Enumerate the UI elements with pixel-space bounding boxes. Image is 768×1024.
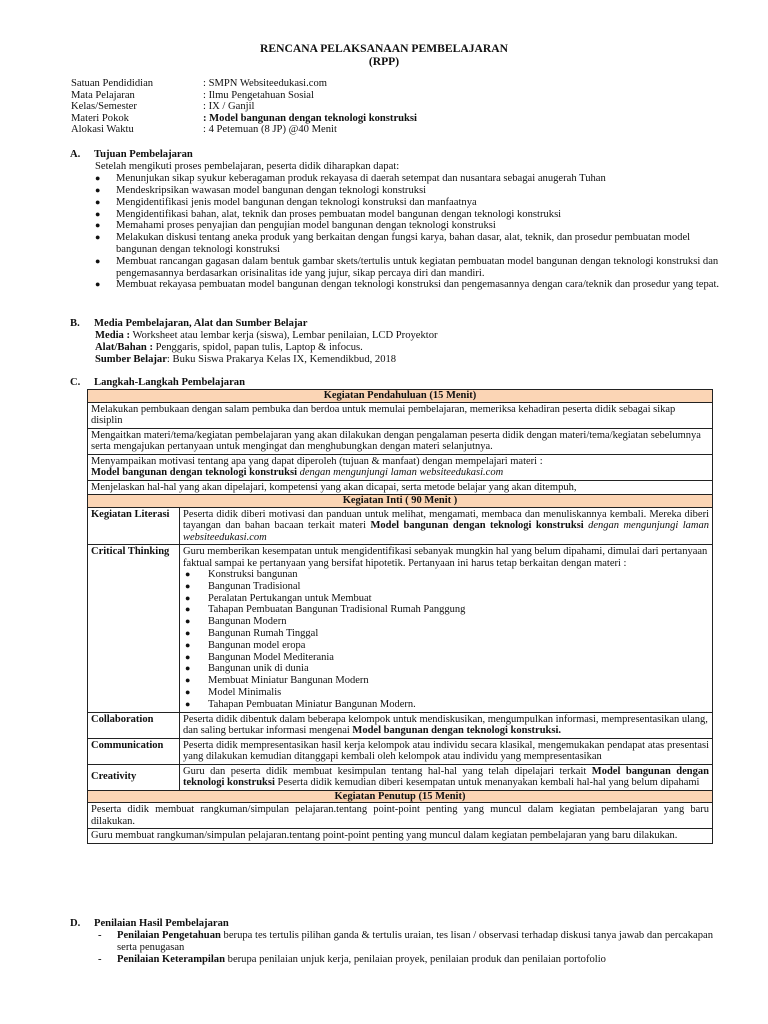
section-number: A. bbox=[70, 149, 81, 160]
row-label: Communication bbox=[88, 738, 180, 764]
identity-value: : SMPN Websiteedukasi.com bbox=[203, 78, 328, 89]
list-item-text: Peralatan Pertukangan untuk Membuat bbox=[208, 592, 372, 604]
identity-value: : IX / Ganjil bbox=[203, 101, 255, 112]
list-item bbox=[185, 616, 709, 628]
section-heading bbox=[70, 918, 720, 930]
list-item-text: Membuat rancangan gagasan dalam bentuk gambar skets/tertulis untuk kegiatan pembuatan model bangunan dengan teknologi konstruksi dan pengemasannya berdasarkan orisinalitas ide yang jujur, sikap percaya diri dan mandiri. bbox=[116, 255, 719, 279]
topic-list bbox=[185, 569, 709, 711]
list-item bbox=[185, 652, 709, 664]
table-row bbox=[88, 495, 713, 508]
list-item-text: Menunjukan sikap syukur keberagaman produk rekayasa di daerah setempat dan nusantara sebagai anugerah Tuhan bbox=[116, 173, 606, 185]
alat-value: Penggaris, spidol, papan tulis, Laptop & infocus. bbox=[152, 341, 363, 353]
table-row bbox=[88, 790, 713, 803]
sumber-label: Sumber Belajar bbox=[95, 353, 167, 365]
section-number: B. bbox=[70, 318, 80, 329]
table-cell: Peserta didik membuat rangkuman/simpulan pelajaran.tentang point-point penting yang muncul dalam kegiatan pembelajaran yang baru dilakukan. bbox=[88, 803, 713, 829]
identity-row bbox=[71, 124, 731, 136]
media-line bbox=[95, 330, 720, 342]
bullet-icon: ● bbox=[185, 616, 191, 627]
table-row bbox=[88, 712, 713, 738]
list-item-text: Memahami proses penyajian dan pengujian model bangunan dengan teknologi konstruksi bbox=[116, 220, 496, 232]
cell-text: Guru memberikan kesempatan untuk mengidentifikasi sebanyak mungkin hal yang belum dipahami, dimulai dari pertanyaan faktual sampai ke pertanyaan yang bersifat hipotetik. Pertanyaan ini harus tetap berkaitan dengan materi : bbox=[183, 546, 708, 569]
section-title: Langkah-Langkah Pembelajaran bbox=[94, 377, 245, 388]
list-item-text: Membuat rekayasa pembuatan model bangunan dengan teknologi konstruksi dan pengemasannya dengan cara/teknik dan prosedur yang tepat. bbox=[116, 279, 720, 291]
bullet-icon: ● bbox=[185, 592, 191, 603]
list-item bbox=[95, 279, 720, 291]
identity-row bbox=[71, 90, 731, 102]
section-number: C. bbox=[70, 377, 81, 388]
table-row bbox=[88, 545, 713, 713]
list-item bbox=[95, 185, 720, 197]
cell-bold: Model bangunan dengan teknologi konstruksi bbox=[91, 467, 297, 478]
table-cell bbox=[180, 764, 713, 790]
cell-italic: dengan mengunjungi laman websiteedukasi.com bbox=[183, 520, 709, 543]
bullet-icon: ● bbox=[185, 651, 191, 662]
bullet-icon: ● bbox=[95, 208, 101, 219]
alat-line bbox=[95, 342, 720, 354]
bullet-icon: ● bbox=[95, 279, 101, 290]
table-cell bbox=[180, 545, 713, 713]
list-item bbox=[95, 197, 720, 209]
table-row bbox=[88, 428, 713, 454]
bullet-icon: ● bbox=[185, 627, 191, 638]
assessment-list bbox=[98, 930, 720, 965]
list-item bbox=[185, 593, 709, 605]
section-tujuan bbox=[70, 149, 720, 291]
table-row bbox=[88, 738, 713, 764]
list-item bbox=[185, 569, 709, 581]
list-item-text: Tahapan Pembuatan Bangunan Tradisional Rumah Panggung bbox=[208, 604, 466, 616]
bullet-icon: ● bbox=[185, 675, 191, 686]
cell-text: Peserta didik dibentuk dalam beberapa kelompok untuk mendiskusikan, mengumpulkan informasi, mempresentasikan ulang, dan saling bertukar informasi mengenai bbox=[183, 713, 708, 737]
section-intro: Setelah mengikuti proses pembelajaran, peserta didik diharapkan dapat: bbox=[95, 161, 400, 172]
row-label: Creativity bbox=[88, 764, 180, 790]
section-title: Media Pembelajaran, Alat dan Sumber Belajar bbox=[94, 318, 308, 329]
row-label: Kegiatan Literasi bbox=[88, 507, 180, 545]
section-heading bbox=[70, 149, 720, 161]
row-label: Collaboration bbox=[88, 712, 180, 738]
cell-text: Peserta didik diberi motivasi dan panduan untuk melihat, mengamati, membaca dan menuliskannya kembali. Mereka diberi tayangan dan bahan bacaan terkait materi bbox=[183, 508, 709, 531]
bullet-icon: ● bbox=[185, 698, 191, 709]
document-title: RENCANA PELAKSANAAN PEMBELAJARAN bbox=[260, 42, 508, 55]
identity-label: Alokasi Waktu bbox=[71, 124, 134, 135]
list-item bbox=[185, 663, 709, 675]
list-item-text: Bangunan model eropa bbox=[208, 639, 306, 651]
dash-icon: - bbox=[98, 930, 102, 941]
identity-label: Kelas/Semester bbox=[71, 101, 137, 112]
cell-bold: Model bangunan dengan teknologi konstruksi bbox=[183, 765, 709, 789]
cell-italic: dengan mengunjungi laman websiteedukasi.com bbox=[296, 467, 504, 478]
list-item bbox=[95, 209, 720, 221]
list-item-text: Melakukan diskusi tentang aneka produk yang berkaitan dengan fungsi karya, bahan dasar, alat, teknik, dan prosedur pembuatan model bangunan dengan teknologi konstruksi bbox=[116, 232, 691, 255]
identity-row bbox=[71, 101, 731, 113]
list-item bbox=[185, 675, 709, 687]
list-item bbox=[185, 581, 709, 593]
section-title: Tujuan Pembelajaran bbox=[94, 149, 193, 160]
identity-value: : Model bangunan dengan teknologi konstruksi bbox=[203, 112, 417, 124]
identity-label: Mata Pelajaran bbox=[71, 89, 135, 101]
list-item-text: Bangunan Rumah Tinggal bbox=[208, 627, 319, 639]
list-item bbox=[185, 699, 709, 711]
bullet-icon: ● bbox=[95, 196, 101, 207]
list-item bbox=[95, 220, 720, 232]
bullet-icon: ● bbox=[185, 580, 191, 591]
document-subtitle: (RPP) bbox=[368, 55, 400, 68]
table-cell: Guru membuat rangkuman/simpulan pelajaran.tentang point-point penting yang muncul dalam kegiatan pembelajaran yang baru dilakukan. bbox=[88, 829, 713, 844]
table-row bbox=[88, 390, 713, 403]
table-cell: Mengaitkan materi/tema/kegiatan pembelajaran yang akan dilakukan dengan pengalaman peserta didik dengan materi/tema/kegiatan sebelumnya serta mengajukan pertanyaan untuk mengingat dan menghubungkan dengan materi selanjutnya. bbox=[88, 428, 713, 454]
dash-icon: - bbox=[98, 953, 102, 965]
list-item-text: Mendeskripsikan wawasan model bangunan dengan teknologi konstruksi bbox=[116, 185, 427, 196]
list-item bbox=[95, 232, 720, 256]
cell-text: Guru dan peserta didik membuat kesimpulan tentang hal-hal yang telah dipelajari terkait bbox=[183, 765, 592, 777]
list-item-text: Tahapan Pembuatan Miniatur Bangunan Modern. bbox=[208, 698, 416, 710]
list-item bbox=[185, 640, 709, 652]
section-heading bbox=[70, 318, 720, 330]
list-item bbox=[95, 173, 720, 185]
identity-value: : Ilmu Pengetahuan Sosial bbox=[203, 89, 314, 101]
table-cell bbox=[88, 454, 713, 480]
bullet-icon: ● bbox=[185, 639, 191, 650]
table-cell bbox=[180, 507, 713, 545]
bullet-icon: ● bbox=[185, 604, 191, 615]
bullet-icon: ● bbox=[185, 569, 191, 579]
identity-value: : 4 Petemuan (8 JP) @40 Menit bbox=[203, 124, 337, 135]
assessment-text: berupa tes tertulis pilihan ganda & tertulis uraian, tes lisan / observasi terhadap diskusi tanya jawab dan percakapan serta penugasan bbox=[117, 930, 714, 953]
identity-row bbox=[71, 78, 731, 90]
section-media bbox=[70, 318, 720, 365]
section-langkah bbox=[70, 377, 720, 389]
assessment-type: Penilaian Keterampilan bbox=[117, 953, 225, 965]
cell-bold: Model bangunan dengan teknologi konstruksi bbox=[370, 520, 584, 531]
assessment-type: Penilaian Pengetahuan bbox=[117, 930, 221, 941]
media-value: Worksheet atau lembar kerja (siswa), Lembar penilaian, LCD Proyektor bbox=[130, 330, 438, 341]
identity-row bbox=[71, 113, 731, 125]
section-heading bbox=[70, 377, 720, 389]
list-item bbox=[95, 256, 720, 280]
table-row bbox=[88, 454, 713, 480]
list-item-text: Membuat Miniatur Bangunan Modern bbox=[208, 675, 369, 687]
list-item-text: Mengidentifikasi jenis model bangunan dengan teknologi konstruksi dan manfaatnya bbox=[116, 196, 477, 208]
sumber-value: : Buku Siswa Prakarya Kelas IX, Kemendikbud, 2018 bbox=[166, 353, 397, 365]
list-item bbox=[98, 930, 720, 954]
list-item-text: Konstruksi bangunan bbox=[208, 569, 298, 580]
table-cell: Peserta didik mempresentasikan hasil kerja kelompok atau individu secara klasikal, mengemukakan pendapat atas presentasi yang dilakukan kemudian ditanggapi kembali oleh kelompok atau individu yang mempresentasikan bbox=[180, 738, 713, 764]
objective-list bbox=[95, 173, 720, 291]
section-number: D. bbox=[70, 918, 81, 929]
bullet-icon: ● bbox=[185, 686, 191, 697]
list-item bbox=[185, 687, 709, 699]
table-cell: Melakukan pembukaan dengan salam pembuka dan berdoa untuk memulai pembelajaran, memeriksa kehadiran peserta didik sebagai sikap disiplin bbox=[88, 402, 713, 428]
list-item-text: Bangunan Modern bbox=[208, 616, 287, 628]
table-row bbox=[88, 803, 713, 829]
table-row bbox=[88, 829, 713, 844]
bullet-icon: ● bbox=[95, 255, 101, 266]
list-item bbox=[185, 604, 709, 616]
identity-label: Materi Pokok bbox=[71, 112, 129, 124]
table-row bbox=[88, 764, 713, 790]
section-penilaian bbox=[70, 918, 720, 965]
inti-header: Kegiatan Inti ( 90 Menit ) bbox=[88, 495, 713, 508]
bullet-icon: ● bbox=[185, 663, 191, 674]
section-title: Penilaian Hasil Pembelajaran bbox=[94, 918, 229, 929]
bullet-icon: ● bbox=[95, 220, 101, 231]
identity-label: Satuan Pendididian bbox=[71, 78, 154, 89]
cell-text: Peserta didik kemudian diberi kesempatan untuk menanyakan kembali hal-hal yang belum dipahami bbox=[274, 777, 700, 789]
cell-text: Menyampaikan motivasi tentang apa yang dapat diperoleh (tujuan & manfaat) dengan mempelajari materi : bbox=[91, 455, 543, 467]
media-label: Media : bbox=[95, 330, 131, 341]
table-row bbox=[88, 480, 713, 495]
list-item bbox=[185, 628, 709, 640]
penutup-header: Kegiatan Penutup (15 Menit) bbox=[88, 790, 713, 803]
list-item-text: Bangunan unik di dunia bbox=[208, 663, 309, 675]
table-cell: Menjelaskan hal-hal yang akan dipelajari, kompetensi yang akan dicapai, serta metode belajar yang akan ditempuh, bbox=[88, 480, 713, 495]
table-cell bbox=[180, 712, 713, 738]
list-item-text: Bangunan Model Mediterania bbox=[208, 651, 334, 663]
table-row bbox=[88, 507, 713, 545]
bullet-icon: ● bbox=[95, 232, 101, 243]
bullet-icon: ● bbox=[95, 185, 101, 195]
pendahuluan-header: Kegiatan Pendahuluan (15 Menit) bbox=[88, 390, 713, 403]
cell-bold: Model bangunan dengan teknologi konstruksi. bbox=[352, 725, 562, 737]
list-item-text: Bangunan Tradisional bbox=[208, 580, 301, 592]
list-item bbox=[98, 954, 720, 966]
sumber-line bbox=[95, 354, 720, 366]
identity-block bbox=[71, 78, 731, 136]
learning-steps-table bbox=[87, 389, 713, 844]
table-row bbox=[88, 402, 713, 428]
row-label: Critical Thinking bbox=[88, 545, 180, 713]
assessment-text: berupa penilaian unjuk kerja, penilaian proyek, penilaian produk dan penilaian portofolio bbox=[225, 953, 606, 965]
list-item-text: Mengidentifikasi bahan, alat, teknik dan proses pembuatan model bangunan dengan teknologi konstruksi bbox=[116, 208, 562, 220]
bullet-icon: ● bbox=[95, 173, 101, 184]
list-item-text: Model Minimalis bbox=[208, 686, 282, 698]
alat-label: Alat/Bahan : bbox=[95, 341, 153, 353]
